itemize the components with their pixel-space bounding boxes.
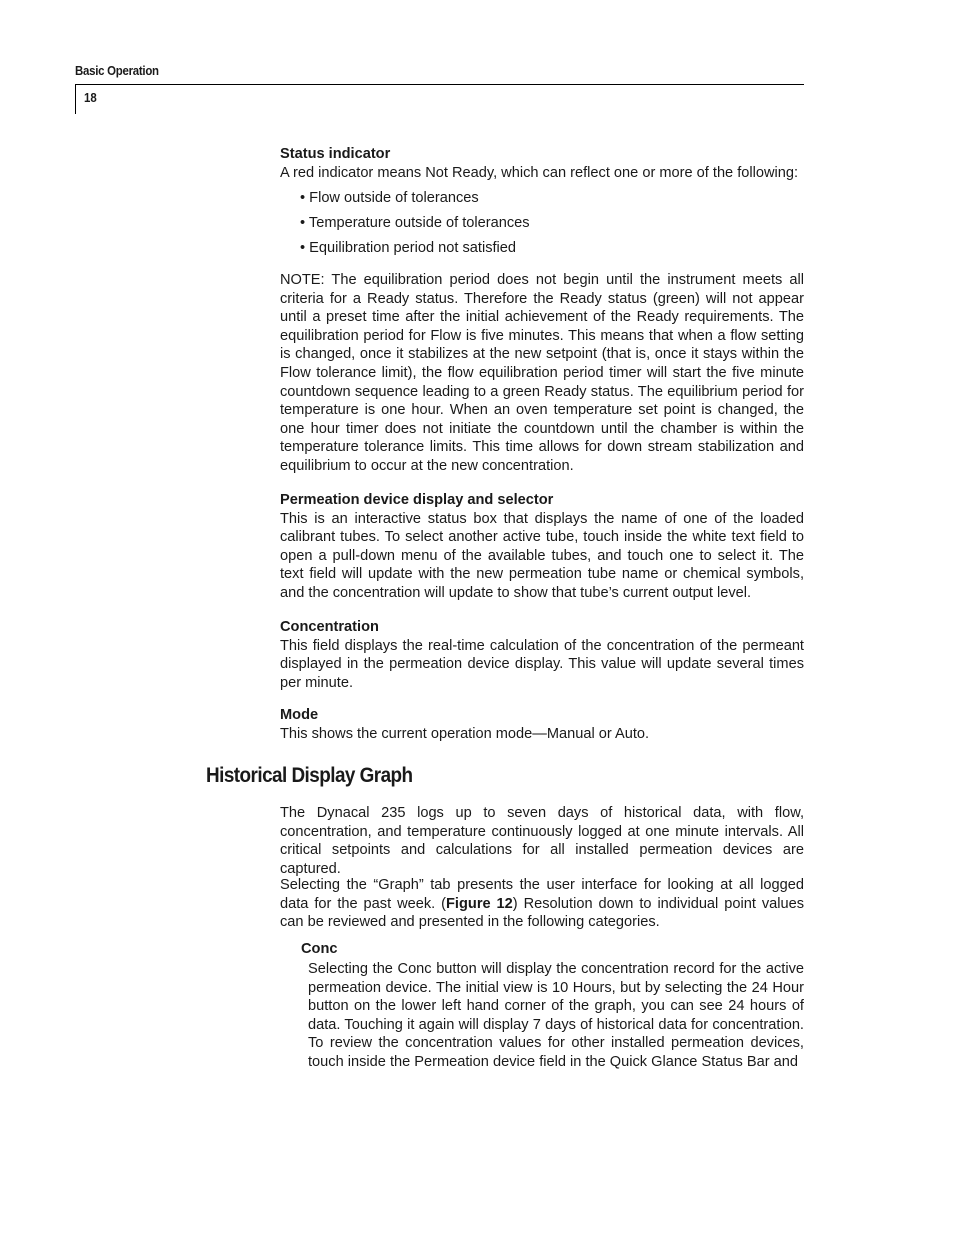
historical-para-2 (280, 876, 804, 932)
permeation-body: This is an interactive status box that displays the name of one of the loaded calibrant tubes. To select another active tube, touch inside the white text field to open a pull-down menu of the available tubes, and touch one to select it. The text field will update with the new permeation tube name or chemical symbols, and the concentration will update to show that tube’s current output level. (280, 510, 804, 601)
para-2-before: Selecting the “Graph” tab presents the user interface for looking at all logged data for the past week. ( (280, 877, 804, 912)
running-head: Basic Operation (75, 63, 159, 78)
concentration-body: This field displays the real-time calculation of the concentration of the permeant displayed in the permeation device display. This value will update several times per minute. (280, 637, 804, 691)
mode-section (280, 706, 804, 743)
equilibration-note (280, 271, 804, 476)
page-number-tick (75, 84, 76, 114)
permeation-title: Permeation device display and selector (280, 492, 554, 508)
status-indicator-intro: A red indicator means Not Ready, which can reflect one or more of the following: (280, 164, 799, 181)
para-2-after: ) Resolution down to individual point values can be reviewed and presented in the following categories. (280, 895, 805, 931)
bullet-equilibration: • Equilibration period not satisfied (300, 239, 517, 256)
concentration-title: Concentration (280, 619, 379, 635)
conc-body-text: Selecting the Conc button will display the concentration record for the active permeation device. The initial view is 10 Hours, but by selecting the 24 Hour button on the lower left hand corner of the graph, you can see 24 hours of data. Touching it again will display 7 days of historical data for concentration. To review the concentration values for other installed permeation devices, touch inside the Permeation device field in the Quick Glance Status Bar and (308, 961, 804, 1070)
header-rule (75, 84, 804, 85)
section-heading: Historical Display Graph (206, 764, 413, 787)
historical-para-1-text: The Dynacal 235 logs up to seven days of historical data, with flow, concentration, and temperature continuously logged at one minute intervals. All critical setpoints and calculations for all installed permeation devices are captured. (280, 805, 804, 877)
note-text: NOTE: The equilibration period does not begin until the instrument meets all criteria for a Ready status. Therefore the Ready status (green) will not appear until a preset time after the initial achievement of the Ready requirements. The equilibration period for Flow is five minutes. This means that when a flow setting is changed, once it stabilizes at the new setpoint (that is, once it stays within the Flow tolerance limit), the flow equilibration period timer will start the five minute countdown sequence leading to a green Ready status. The equilibrium period for temperature is one hour. When an oven temperature set point is changed, the one hour timer does not initiate the countdown until the chamber is within the temperature tolerance limits. This time allows for down stream stabilization and equilibrium to occur at the new concentration. (280, 272, 804, 474)
conc-body (308, 960, 804, 1072)
historical-para-1 (280, 804, 804, 878)
historical-para-2-text (280, 876, 804, 932)
bullet-temperature: • Temperature outside of tolerances (300, 214, 530, 231)
bullet-flow: • Flow outside of tolerances (300, 189, 479, 206)
mode-title: Mode (280, 707, 319, 723)
page-number: 18 (84, 90, 97, 105)
status-indicator-title: Status indicator (280, 146, 391, 162)
figure-reference[interactable]: Figure 12 (446, 895, 513, 912)
status-indicator-section (280, 145, 804, 257)
conc-title: Conc (301, 941, 338, 957)
permeation-section (280, 491, 804, 603)
mode-body: This shows the current operation mode—Manual or Auto. (280, 725, 650, 742)
concentration-section (280, 618, 804, 692)
status-indicator-bullets (280, 189, 804, 258)
